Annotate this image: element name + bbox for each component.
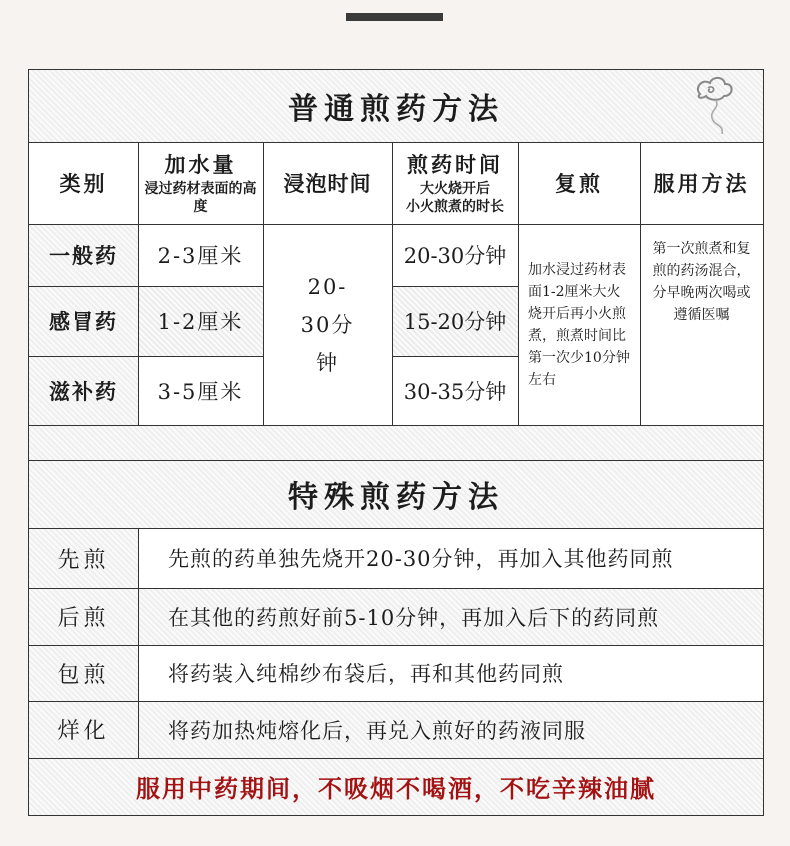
grid-line	[640, 142, 641, 425]
grid-line	[29, 425, 763, 426]
header-usage-label: 服用方法	[653, 171, 750, 196]
grid-line	[29, 356, 263, 357]
grid-line	[392, 356, 518, 357]
grid-line	[29, 758, 763, 759]
header-re-decoct	[518, 142, 640, 224]
re-decoct-cell	[518, 224, 640, 425]
row-2-category: 感冒药	[49, 309, 118, 334]
header-decoct-time	[392, 142, 518, 224]
special-row-3-label: 包煎	[57, 662, 110, 688]
row-3-category: 滋补药	[49, 378, 118, 404]
row-1-water: 2-3厘米	[138, 224, 263, 286]
warning-text: 服用中药期间，不吸烟不喝酒，不吃辛辣油腻	[136, 774, 656, 803]
header-water-amount-label: 加水量	[164, 152, 237, 177]
re-decoct-text: 加水浸过药材表面1-2厘米大火烧开后再小火煎煮，煎煮时间比第一次少10分钟左右	[528, 261, 630, 388]
grid-line	[29, 142, 763, 143]
header-water-amount-sub: 浸过药材表面的高度	[144, 181, 257, 215]
header-soak-time-label: 浸泡时间	[283, 171, 372, 196]
special-row-3-text: 将药装入纯棉纱布袋后，再和其他药同煎	[138, 645, 763, 701]
row-3-water: 3-5厘米	[138, 356, 263, 425]
grid-line	[29, 701, 763, 702]
grid-line	[29, 588, 763, 589]
header-decoct-time-label: 煎药时间	[407, 152, 503, 177]
special-row-1-text: 先煎的药单独先烧开20-30分钟，再加入其他药同煎	[138, 528, 763, 588]
header-soak-time	[263, 142, 392, 224]
row-3-time: 30-35分钟	[392, 356, 518, 425]
special-row-1-label: 先煎	[57, 547, 110, 573]
grid-line	[392, 142, 393, 425]
grid-line	[138, 142, 139, 425]
grid-line	[29, 460, 763, 461]
grid-line	[29, 528, 763, 529]
usage-text: 第一次煎煮和复煎的药汤混合，分早晚两次喝或遵循医嘱	[652, 241, 751, 323]
usage-cell	[640, 224, 763, 425]
special-row-2-label: 后煎	[57, 606, 110, 631]
header-usage	[640, 142, 763, 224]
special-row-4-text: 将药加热炖熔化后，再兑入煎好的药液同服	[168, 718, 586, 743]
grid-line	[29, 286, 263, 287]
header-category-label: 类别	[59, 171, 108, 196]
soak-time-value-cell	[263, 224, 392, 425]
grid-line	[392, 286, 518, 287]
header-category	[29, 142, 138, 224]
special-row-2-text: 在其他的药煎好前5-10分钟，再加入后下的药同煎	[168, 605, 660, 630]
grid-line	[138, 528, 139, 758]
header-re-decoct-label: 复煎	[555, 171, 603, 196]
special-row-4-label: 烊化	[57, 719, 110, 744]
grid-line	[29, 224, 763, 225]
row-2-time: 15-20分钟	[392, 286, 518, 356]
grid-line	[29, 645, 763, 646]
row-1-time: 20-30分钟	[392, 224, 518, 286]
soak-time-value: 20-30分钟	[300, 274, 355, 375]
top-decoration-bar	[346, 13, 443, 21]
special-section-title: 特殊煎药方法	[288, 480, 504, 515]
header-water-amount	[138, 142, 263, 224]
grid-line	[263, 142, 264, 425]
header-decoct-time-sub-1: 大火烧开后	[420, 181, 490, 197]
header-decoct-time-sub-2: 小火煎煮的时长	[406, 199, 504, 215]
normal-section-title: 普通煎药方法	[288, 92, 504, 127]
row-1-category: 一般药	[49, 243, 118, 268]
grid-line	[518, 142, 519, 425]
row-2-water: 1-2厘米	[138, 286, 263, 356]
cloud-swirl-icon	[690, 74, 736, 138]
